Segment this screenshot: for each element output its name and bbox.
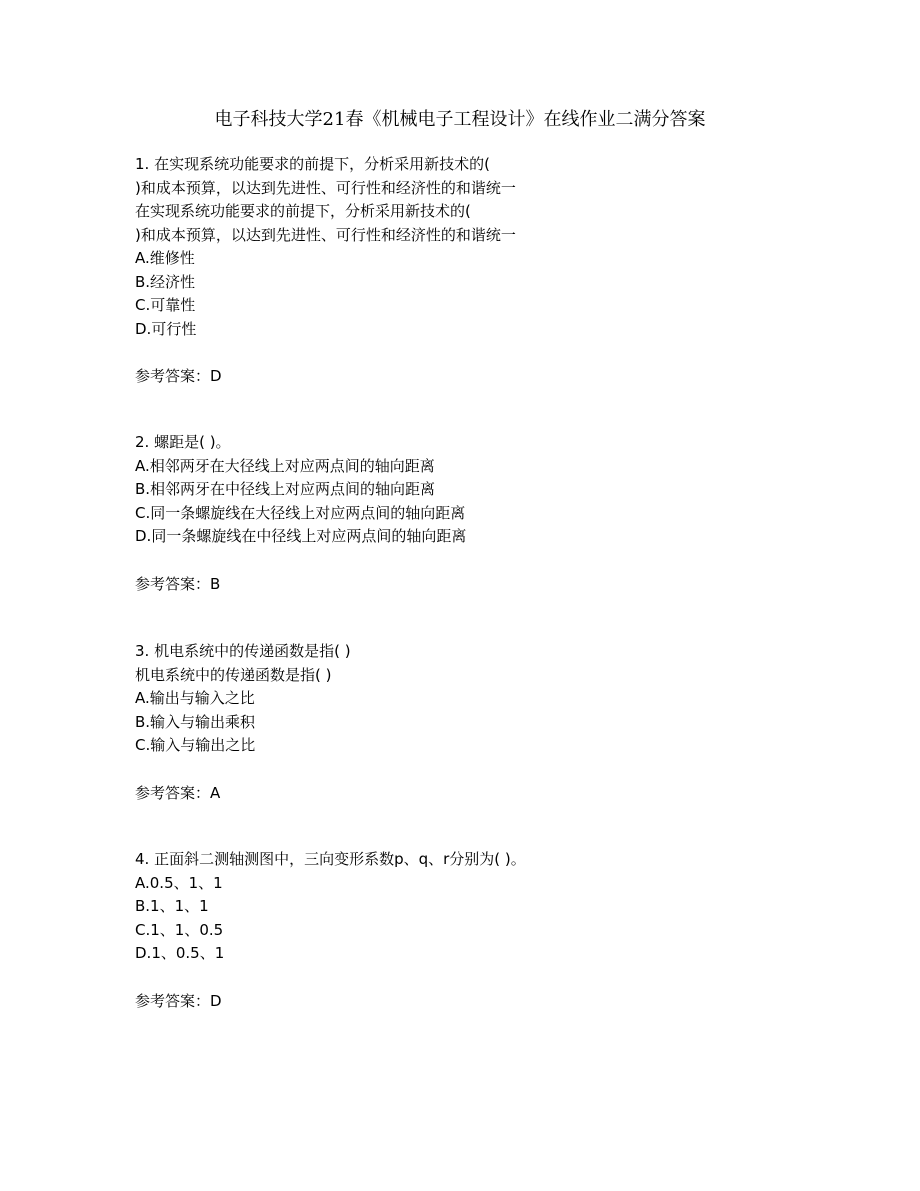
question-stem-line: 4. 正面斜二测轴测图中，三向变形系数p、q、r分别为( )。	[135, 850, 526, 868]
option-c: C.输入与输出之比	[135, 736, 256, 754]
question-1	[135, 153, 835, 388]
option-a: A.维修性	[135, 249, 195, 267]
option-a: A.输出与输入之比	[135, 689, 255, 707]
question-stem-line: 1. 在实现系统功能要求的前提下，分析采用新技术的(	[135, 155, 490, 173]
reference-answer: 参考答案：D	[135, 991, 222, 1010]
question-stem-line: 2. 螺距是( )。	[135, 433, 231, 451]
question-stem-line: 机电系统中的传递函数是指( )	[135, 665, 332, 684]
reference-answer: 参考答案：D	[135, 367, 222, 385]
reference-answer: 参考答案：A	[135, 783, 221, 802]
question-stem-line: 3. 机电系统中的传递函数是指( )	[135, 642, 351, 660]
question-stem-line: )和成本预算，以达到先进性、可行性和经济性的和谐统一	[135, 178, 516, 197]
option-a: A.0.5、1、1	[135, 873, 223, 892]
option-b: B.相邻两牙在中径线上对应两点间的轴向距离	[135, 480, 436, 498]
option-c: C.同一条螺旋线在大径线上对应两点间的轴向距离	[135, 503, 466, 522]
option-d: D.同一条螺旋线在中径线上对应两点间的轴向距离	[135, 527, 467, 545]
option-d: D.1、0.5、1	[135, 944, 225, 962]
question-stem-line: 在实现系统功能要求的前提下，分析采用新技术的(	[135, 202, 471, 220]
option-b: B.经济性	[135, 272, 196, 291]
question-2	[135, 431, 835, 596]
question-3	[135, 640, 835, 805]
reference-answer: 参考答案：B	[135, 574, 221, 593]
option-c: C.可靠性	[135, 296, 196, 314]
option-a: A.相邻两牙在大径线上对应两点间的轴向距离	[135, 456, 435, 475]
option-b: B.输入与输出乘积	[135, 712, 256, 731]
question-4	[135, 848, 835, 1013]
option-d: D.可行性	[135, 319, 197, 338]
option-b: B.1、1、1	[135, 897, 209, 915]
question-stem-line: )和成本预算，以达到先进性、可行性和经济性的和谐统一	[135, 225, 516, 244]
option-c: C.1、1、0.5	[135, 920, 224, 939]
document-title: 电子科技大学21春《机械电子工程设计》在线作业二满分答案	[214, 109, 706, 130]
